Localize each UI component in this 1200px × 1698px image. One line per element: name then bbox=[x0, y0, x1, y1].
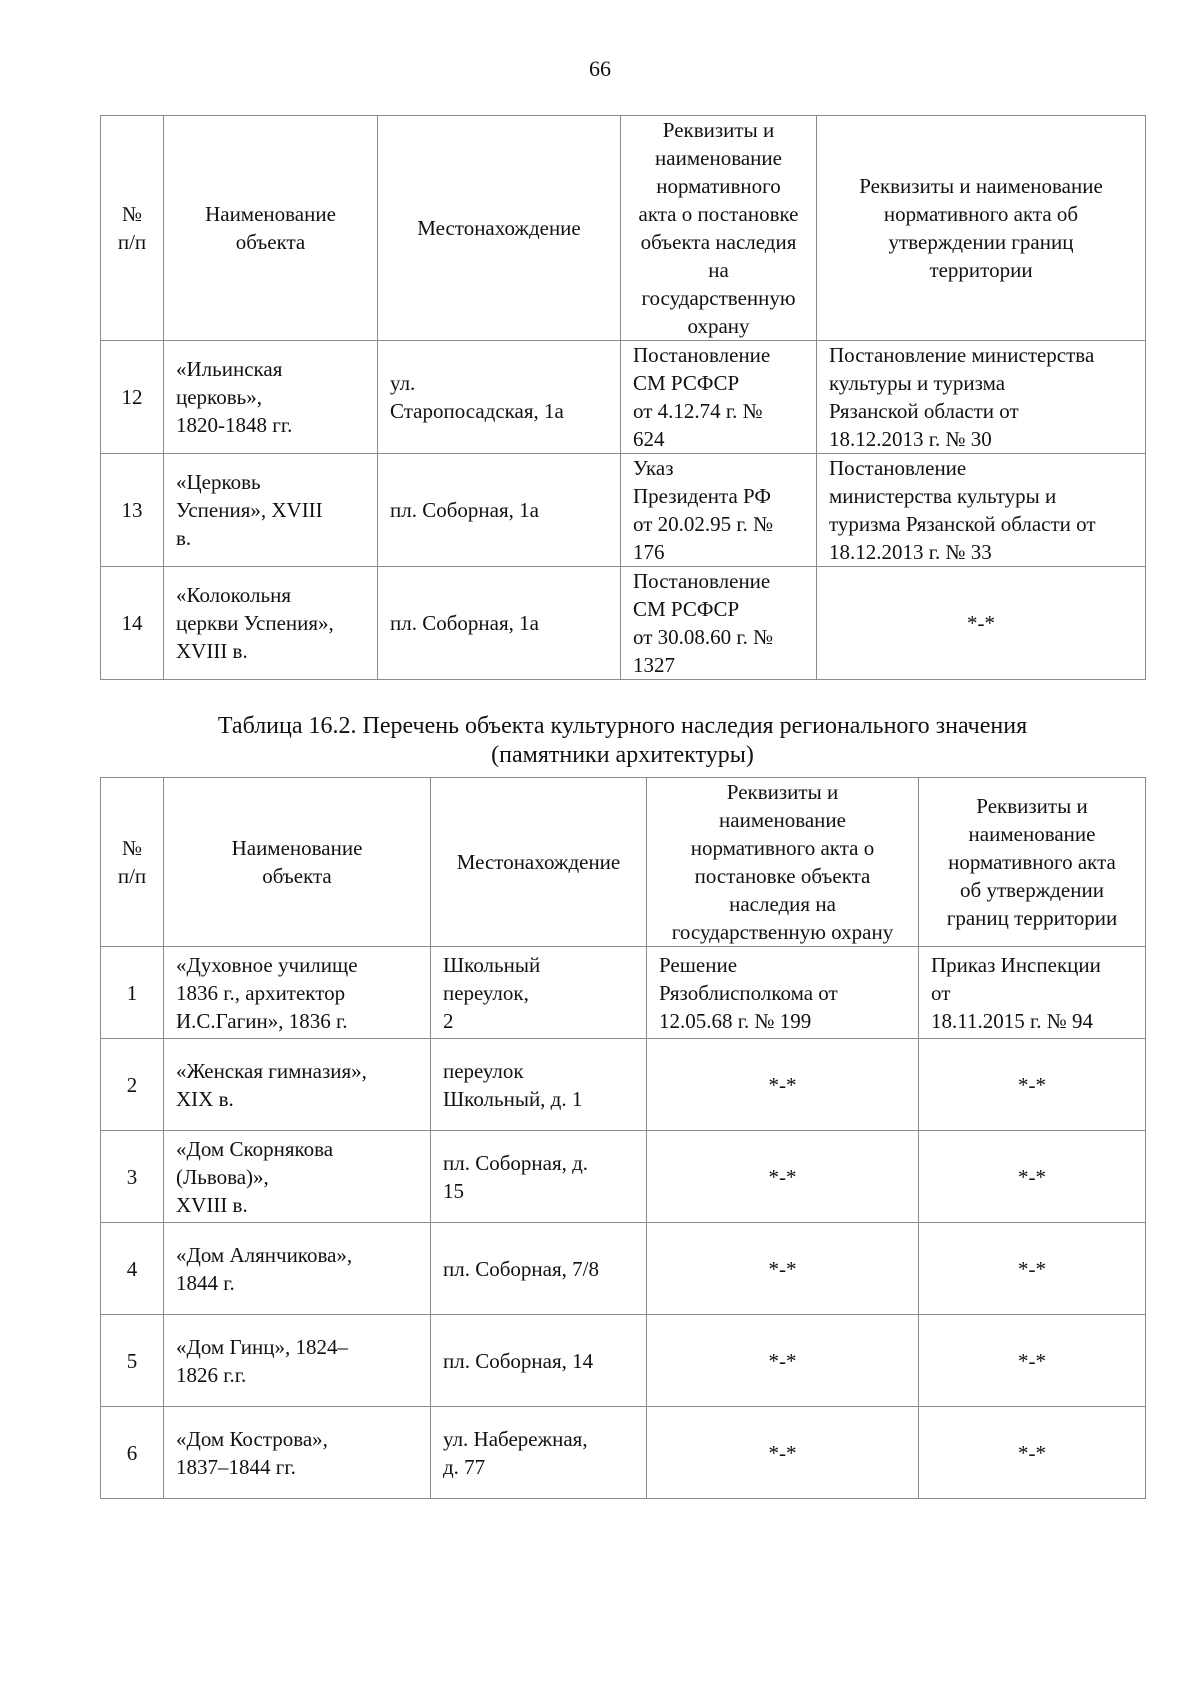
table-row bbox=[101, 1223, 1146, 1315]
table-row bbox=[101, 1131, 1146, 1223]
cell-boundaries-act: *-* bbox=[919, 1407, 1146, 1499]
cell-number: 6 bbox=[101, 1407, 164, 1499]
cell-number: 5 bbox=[101, 1315, 164, 1407]
cell-protection-act: *-* bbox=[647, 1407, 919, 1499]
page-number: 66 bbox=[589, 56, 611, 81]
cell-number: 14 bbox=[101, 567, 164, 680]
cell-protection-act: *-* bbox=[647, 1315, 919, 1407]
cell-object-name: «Дом Алянчикова», 1844 г. bbox=[164, 1223, 431, 1315]
table-row bbox=[101, 341, 1146, 454]
cell-protection-act: *-* bbox=[647, 1039, 919, 1131]
cell-object-name: «Церковь Успения», XVIII в. bbox=[164, 454, 378, 567]
cell-number: 4 bbox=[101, 1223, 164, 1315]
cell-location: пл. Соборная, д. 15 bbox=[431, 1131, 647, 1223]
cell-object-name: «Женская гимназия», XIX в. bbox=[164, 1039, 431, 1131]
header-protection-act: Реквизиты и наименование нормативного акта о постановке объекта наследия на государственную охрану bbox=[621, 116, 817, 341]
cell-protection-act: Решение Рязоблисполкома от 12.05.68 г. № 199 bbox=[647, 947, 919, 1039]
cell-boundaries-act: Приказ Инспекции от 18.11.2015 г. № 94 bbox=[919, 947, 1146, 1039]
cell-boundaries-act: *-* bbox=[919, 1315, 1146, 1407]
header-boundaries-act: Реквизиты и наименование нормативного акта об утверждении границ территории bbox=[919, 778, 1146, 947]
cell-protection-act: Постановление СМ РСФСР от 30.08.60 г. № 1327 bbox=[621, 567, 817, 680]
cell-object-name: «Дом Гинц», 1824– 1826 г.г. bbox=[164, 1315, 431, 1407]
table-row bbox=[101, 1407, 1146, 1499]
heritage-table-regional bbox=[100, 777, 1146, 1499]
cell-boundaries-act: *-* bbox=[919, 1131, 1146, 1223]
cell-boundaries-act: Постановление министерства культуры и туризма Рязанской области от 18.12.2013 г. № 33 bbox=[817, 454, 1146, 567]
cell-location: ул. Старопосадская, 1а bbox=[378, 341, 621, 454]
table-caption: Таблица 16.2. Перечень объекта культурного наследия регионального значения (памятники архитектуры) bbox=[217, 713, 1028, 768]
cell-boundaries-act: *-* bbox=[817, 567, 1146, 680]
cell-location: ул. Набережная, д. 77 bbox=[431, 1407, 647, 1499]
cell-location: переулок Школьный, д. 1 bbox=[431, 1039, 647, 1131]
heritage-table-federal bbox=[100, 115, 1146, 680]
cell-object-name: «Дом Кострова», 1837–1844 гг. bbox=[164, 1407, 431, 1499]
header-number: № п/п bbox=[101, 778, 164, 947]
cell-boundaries-act: *-* bbox=[919, 1039, 1146, 1131]
cell-protection-act: Указ Президента РФ от 20.02.95 г. № 176 bbox=[621, 454, 817, 567]
header-location: Местонахождение bbox=[431, 778, 647, 947]
cell-object-name: «Дом Скорнякова (Львова)», XVIII в. bbox=[164, 1131, 431, 1223]
cell-location: Школьный переулок, 2 bbox=[431, 947, 647, 1039]
cell-object-name: «Духовное училище 1836 г., архитектор И.С.Гагин», 1836 г. bbox=[164, 947, 431, 1039]
cell-number: 3 bbox=[101, 1131, 164, 1223]
table-row bbox=[101, 1039, 1146, 1131]
header-number: № п/п bbox=[101, 116, 164, 341]
table-row bbox=[101, 454, 1146, 567]
cell-location: пл. Соборная, 1а bbox=[378, 454, 621, 567]
table-row bbox=[101, 947, 1146, 1039]
header-object-name: Наименование объекта bbox=[164, 778, 431, 947]
cell-number: 12 bbox=[101, 341, 164, 454]
table-header-row bbox=[101, 116, 1146, 341]
cell-location: пл. Соборная, 1а bbox=[378, 567, 621, 680]
table-header-row bbox=[101, 778, 1146, 947]
table-row bbox=[101, 1315, 1146, 1407]
cell-number: 1 bbox=[101, 947, 164, 1039]
cell-protection-act: *-* bbox=[647, 1131, 919, 1223]
cell-location: пл. Соборная, 14 bbox=[431, 1315, 647, 1407]
header-protection-act: Реквизиты и наименование нормативного акта о постановке объекта наследия на государственную охрану bbox=[647, 778, 919, 947]
table-row bbox=[101, 567, 1146, 680]
header-object-name: Наименование объекта bbox=[164, 116, 378, 341]
cell-number: 13 bbox=[101, 454, 164, 567]
header-location: Местонахождение bbox=[378, 116, 621, 341]
cell-protection-act: *-* bbox=[647, 1223, 919, 1315]
cell-object-name: «Ильинская церковь», 1820-1848 гг. bbox=[164, 341, 378, 454]
cell-protection-act: Постановление СМ РСФСР от 4.12.74 г. № 624 bbox=[621, 341, 817, 454]
cell-location: пл. Соборная, 7/8 bbox=[431, 1223, 647, 1315]
cell-boundaries-act: *-* bbox=[919, 1223, 1146, 1315]
cell-object-name: «Колокольня церкви Успения», XVIII в. bbox=[164, 567, 378, 680]
cell-boundaries-act: Постановление министерства культуры и туризма Рязанской области от 18.12.2013 г. № 30 bbox=[817, 341, 1146, 454]
cell-number: 2 bbox=[101, 1039, 164, 1131]
header-boundaries-act: Реквизиты и наименование нормативного акта об утверждении границ территории bbox=[817, 116, 1146, 341]
